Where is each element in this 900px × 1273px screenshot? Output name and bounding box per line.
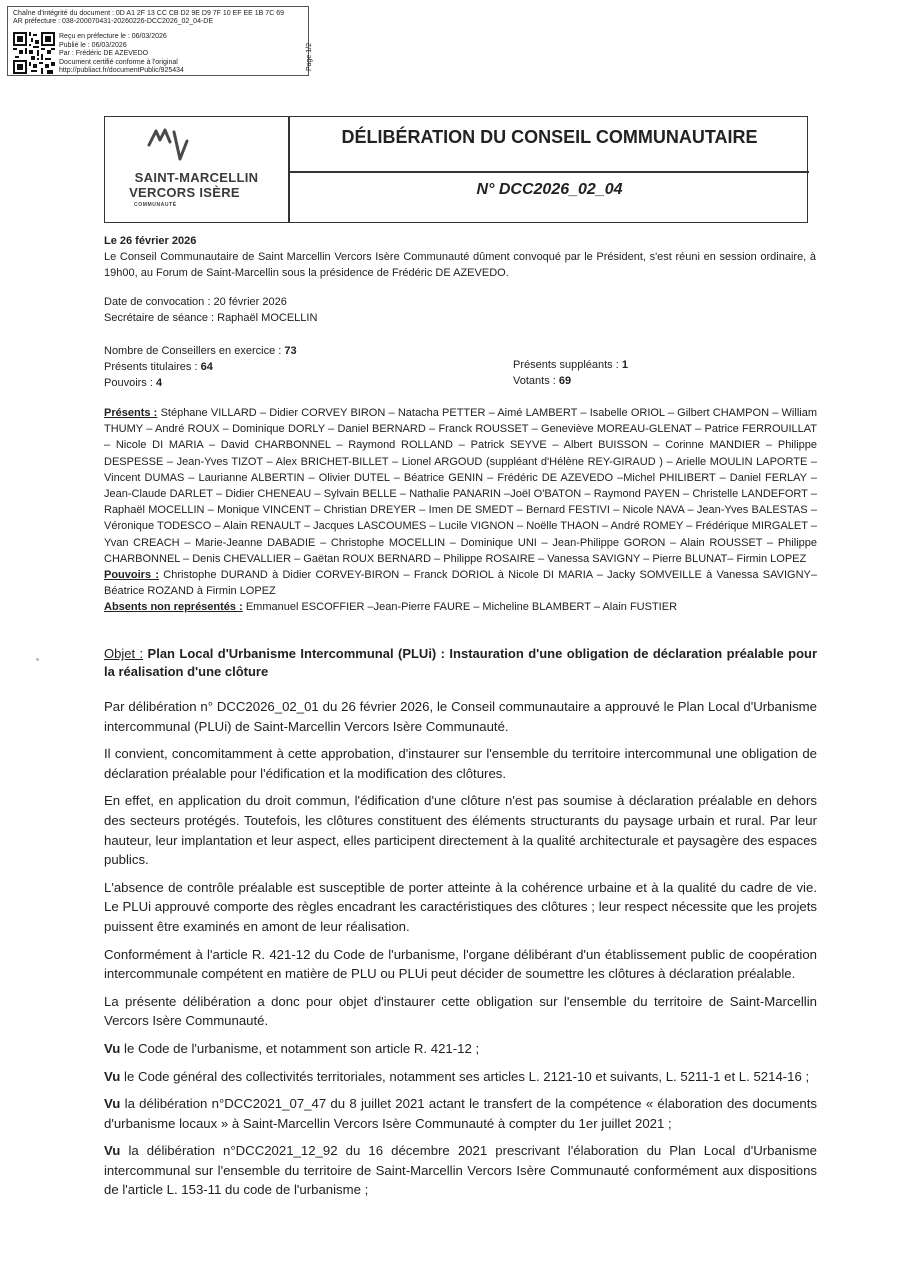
presents-list: Présents : Stéphane VILLARD – Didier CORVEY BIRON – Natacha PETTER – Aimé LAMBERT – Isabelle ORIOL – Gilbert CHAMPON – William THUMY – André ROUX – Dominique DORLY – Daniel BERNARD – Franck ROUSSET – Geneviève MOREAU-GLENAT – Patrice FERROUILLAT – Nicole DI MARIA – David CHARBONNEL – Raymond ROLLAND – Patrick SEYVE – Albert BUISSON – Corinne MANDIER – Philippe DESPESSE – Jean-Yves TIZOT – Alex BRICHET-BILLET – Lionel ARGOUD (suppléant d'Hélène REY-GIRAUD ) – Arielle MOULIN LAPORTE – Vincent DUMAS – Laurianne ALBERTIN – Olivier DUTEL – Béatrice GENIN – Frédéric DE AZEVEDO –Michel PHILIBERT – Daniel FERLAY – Jean-Claude DARLET – Didier CHENEAU – Sylvain BELLE – Nathalie PANARIN –Joël O'BATON – Raymond PAYEN – Christelle LANDEFORT – Raphaël MOCELLIN – Monique VINCENT – Christian DREYER – Imen DE SMEDT – Bernard FESTIVI – Nicole NAVA – Jean-Yves BALESTAS – Véronique TODESCO – Alain RENAULT – Jacques LASCOUMES – Lucile VIGNON – Noëlle THAON – André ROMEY – Frédérique MIRGALET – Yvan CREACH – Marie-Jeanne DABADIE – Christophe MOCELLIN – Dominique UNI – Jean-Philippe GORON – Alain ROUSSET – Philippe CHARBONNEL – Denis CHEVALLIER – Gaëtan ROUX BERNARD – Philippe ROSAIRE – Vanessa SAVIGNY – Pierre BLUNAT– Firmin LOPEZ: [104, 407, 817, 565]
document-url[interactable]: http://publiact.fr/documentPublic/925434: [59, 67, 184, 75]
qr-code-icon: [13, 32, 55, 74]
absents-list: Absents non représentés : Emmanuel ESCOFFIER –Jean-Pierre FAURE – Micheline BLAMBERT – Alain FUSTIER: [104, 601, 678, 614]
vu-3: Vu la délibération n°DCC2021_07_47 du 8 juillet 2021 actant le transfert de la compétence « élaboration des documents d'urbanisme locaux » à Saint-Marcellin Vercors Isère Communauté à compter du 1er juillet 2021 ;: [104, 1096, 817, 1131]
mountain-logo-icon: [139, 121, 259, 171]
counts-right: [513, 357, 628, 389]
logo-line-3: COMMUNAUTÉ: [134, 202, 177, 208]
attendance-list: [104, 405, 817, 616]
certification-stamp: [7, 6, 313, 76]
document-title: DÉLIBÉRATION DU CONSEIL COMMUNAUTAIRE: [341, 127, 758, 147]
scan-artifact: [36, 658, 39, 661]
vu-4: Vu la délibération n°DCC2021_12_92 du 16 décembre 2021 prescrivant l'élaboration du Plan Local d'Urbanisme intercommunal sur l'ensemble du territoire de Saint-Marcellin Vercors Isère Communauté conformément aux dispositions de l'article L. 153-11 du code de l'urbanisme ;: [104, 1143, 817, 1198]
pouvoirs-count: Pouvoirs : 4: [104, 377, 163, 389]
objet-block: [104, 645, 817, 681]
integrity-chain: Chaîne d'intégrité du document : 0D A1 2F 13 CC CB D2 9E D9 7F 10 EF EE 1B 7C 69: [13, 10, 284, 17]
session-block: [104, 233, 816, 281]
vu-1: Vu le Code de l'urbanisme, et notamment son article R. 421-12 ;: [104, 1040, 480, 1056]
ar-prefecture: AR préfecture : 038-200070431-20260226-DCC2026_02_04-DE: [13, 18, 214, 25]
title-divider: [290, 171, 809, 173]
publie-par: Par : Frédéric DE AZEVEDO: [59, 50, 149, 58]
session-date: Le 26 février 2026: [104, 235, 197, 247]
deliberation-number: N° DCC2026_02_04: [476, 181, 623, 198]
document-header: [104, 116, 808, 223]
session-text: Le Conseil Communautaire de Saint Marcellin Vercors Isère Communauté dûment convoqué par le Président, s'est réuni en session ordinaire, à 19h00, au Forum de Saint-Marcellin sous la présidence de Frédéric DE AZEVEDO.: [104, 251, 816, 279]
conseillers-exercice: Nombre de Conseillers en exercice : 73: [104, 345, 297, 357]
paragraph-5: Conformément à l'article R. 421-12 du Code de l'urbanisme, l'organe délibérant d'un établissement public de coopération intercommunale compétent en matière de PLU ou PLUi peut décider de soumettre les clôtures à déclaration préalable.: [104, 946, 817, 982]
logo-line-1: SAINT-MARCELLIN: [134, 170, 259, 185]
counts-left: [104, 343, 297, 391]
paragraph-2: Il convient, concomitamment à cette approbation, d'instaurer sur l'ensemble du territoire intercommunal une obligation de déclaration préalable pour l'édification et la modification des clôtures.: [104, 746, 817, 781]
convocation-block: [104, 294, 317, 326]
objet-label: Objet :: [104, 646, 144, 661]
logo-line-2: VERCORS ISÈRE: [129, 185, 240, 200]
certifie-conforme: Document certifié conforme à l'original: [59, 58, 178, 66]
pouvoirs-list: Pouvoirs : Christophe DURAND à Didier CORVEY-BIRON – Franck DORIOL à Nicole DI MARIA – Jacky SOMVEILLE à Vanessa SAVIGNY– Béatrice ROZAND à Firmin LOPEZ: [104, 569, 817, 598]
votants-count: Votants : 69: [513, 375, 572, 387]
page-indicator: Page 1/2: [306, 43, 313, 72]
secretaire-seance: Secrétaire de séance : Raphaël MOCELLIN: [104, 312, 318, 324]
recu-prefecture: Reçu en préfecture le : 06/03/2026: [59, 33, 167, 40]
paragraph-1: Par délibération n° DCC2026_02_01 du 26 février 2026, le Conseil communautaire a approuvé le Plan Local d'Urbanisme intercommunal (PLUi) de Saint-Marcellin Vercors Isère Communauté.: [104, 699, 817, 734]
paragraph-4: L'absence de contrôle préalable est susceptible de porter atteinte à la cohérence urbaine et à la qualité du cadre de vie. Le PLUi approuvé comporte des règles encadrant les caractéristiques des clôtures ; leur respect nécessite que les projets puissent être examinés en amont de leur réalisation.: [104, 879, 817, 934]
stamp-meta: [59, 33, 184, 76]
vu-2: Vu le Code général des collectivités territoriales, notamment ses articles L. 2121-10 et suivants, L. 5211-1 et L. 5214-16 ;: [104, 1068, 810, 1084]
paragraph-6: La présente délibération a donc pour objet d'instaurer cette obligation sur l'ensemble du territoire de Saint-Marcellin Vercors Isère Communauté.: [104, 993, 817, 1029]
deliberation-body: [104, 697, 817, 1208]
presents-titulaires: Présents titulaires : 64: [104, 361, 213, 373]
convocation-date: Date de convocation : 20 février 2026: [104, 296, 287, 308]
organization-logo: [105, 117, 288, 222]
presents-suppleants: Présents suppléants : 1: [513, 359, 628, 371]
publie-le: Publié le : 06/03/2026: [59, 41, 127, 49]
paragraph-3: En effet, en application du droit commun, l'édification d'une clôture n'est pas soumise à déclaration préalable en dehors des secteurs protégés. Toutefois, les clôtures constituent des éléments structurants du paysage urbain et rural. Par leur hauteur, leur implantation et leur aspect, elles participent directement à la qualité architecturale et paysagère des espaces publics.: [104, 793, 817, 868]
objet-text: Plan Local d'Urbanisme Intercommunal (PLUi) : Instauration d'une obligation de déclaration préalable pour la réalisation d'une clôture: [104, 646, 818, 679]
